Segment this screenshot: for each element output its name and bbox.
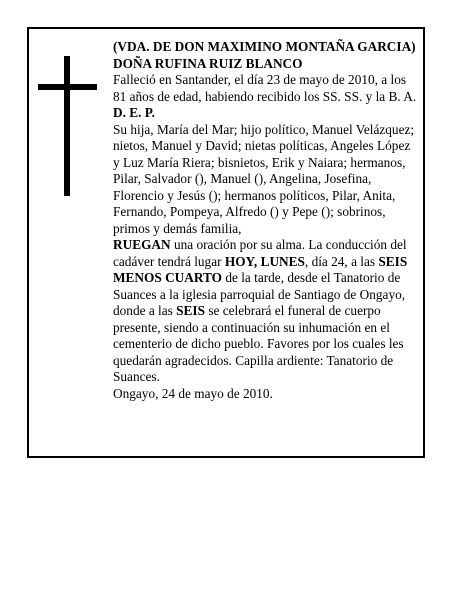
rip-line: D. E. P. [113,105,155,120]
death-notice: Falleció en Santander, el día 23 de mayo de 2010, a los 81 años de edad, habiendo recibido los SS. SS. y la B. A. [113,72,417,104]
ruegan-text: una oración por su alma. La conducción del cadáver tendrá lugar [113,237,407,269]
ruegan-word: RUEGAN [113,237,171,252]
hoy-lunes: HOY, LUNES [224,253,305,269]
closing-text: se celebrará el funeral de cuerpo presente, siendo a continuación su inhumación en el cementerio de dicho pueblo. Favores por los cuales les quedarán agradecidos. Capilla ardiente: Tanatorio de Suances. [113,303,404,384]
service-time: SEIS MENOS CUARTO [113,253,408,285]
obituary-text [113,39,419,402]
cross-icon-bar [38,84,97,90]
procession-text: de la tarde, desde el Tanatorio de Suances a la iglesia parroquial de Santiago de Ongayo, donde a las [113,270,406,318]
service-paragraph [113,237,419,386]
deceased-name: DOÑA RUFINA RUIZ BLANCO [113,55,303,71]
family-list: Su hija, María del Mar; hijo político, Manuel Velázquez; nietos, Manuel y David; nietas políticas, Angeles López y Luz María Riera; bisnietos, Erik y Naiara; hermanos, Pilar, Salvador (), Manuel (), Angelina, Josefina, Florencio y Jesús (); hermanos políticos, Pilar, Anita, Fernando, Pompeya, Alfredo () y Pepe (); sobrinos, primos y demás familia, [113,121,415,236]
cross-icon [64,56,70,196]
dateline: Ongayo, 24 de mayo de 2010. [113,385,273,401]
widow-of-line: (VDA. DE DON MAXIMINO MONTAÑA GARCIA) [113,39,416,54]
funeral-time: SEIS [176,303,205,318]
day-text: , día 24, a las [304,253,379,269]
